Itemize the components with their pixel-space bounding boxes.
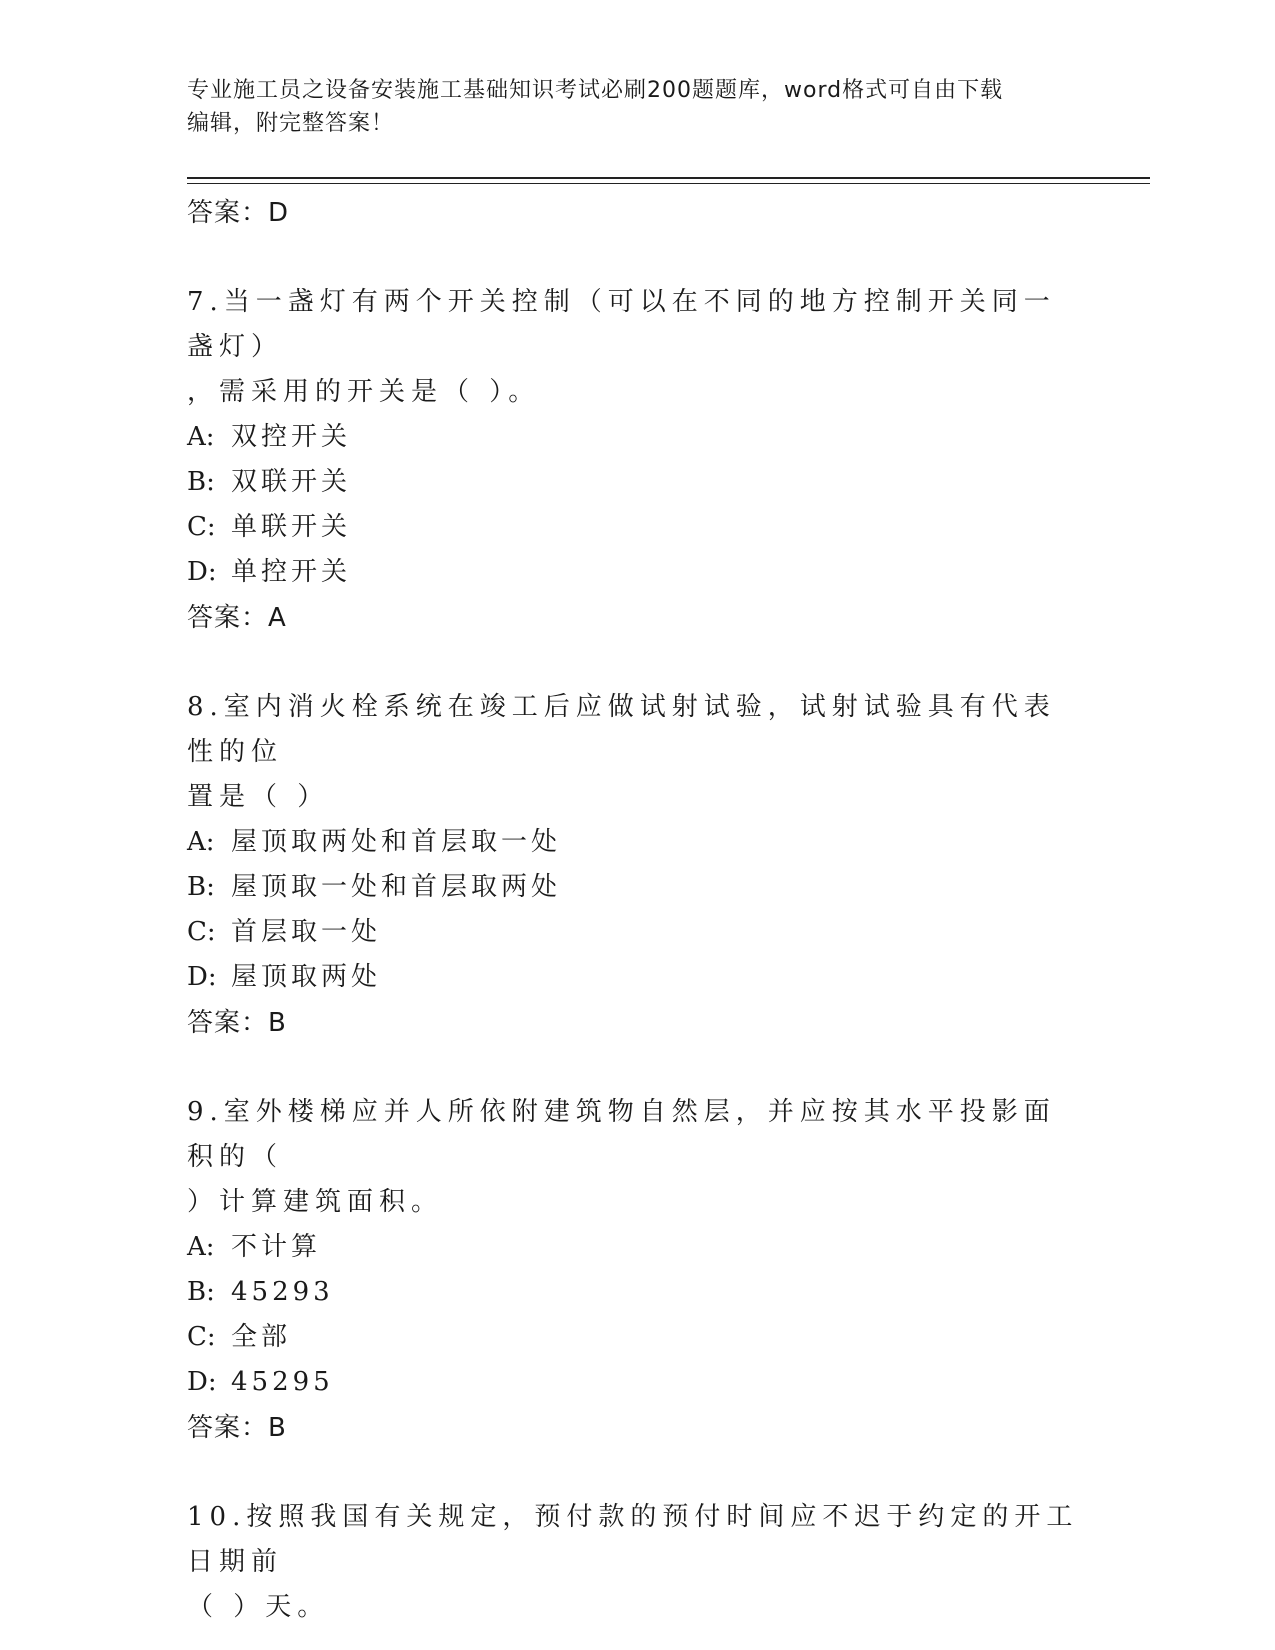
question-text-line: （ ）天。 xyxy=(187,1592,330,1622)
option-a xyxy=(187,1225,1087,1270)
answer-line: 答案：B xyxy=(187,1008,287,1038)
answer-line: 答案：A xyxy=(187,603,287,633)
option-text: 单联开关 xyxy=(231,512,352,542)
question-text xyxy=(187,685,1087,820)
question-text-line: 9.室外楼梯应并人所依附建筑物自然层，并应按其水平投影面积的（ xyxy=(187,1097,1056,1172)
option-key: D: xyxy=(187,557,217,587)
option-key: B: xyxy=(187,1277,215,1307)
option-text: 双联开关 xyxy=(231,467,352,497)
option-text: 全部 xyxy=(231,1322,292,1352)
question-text-line: 8.室内消火栓系统在竣工后应做试射试验，试射试验具有代表性的位 xyxy=(187,692,1056,767)
option-text: 屋顶取一处和首层取两处 xyxy=(231,872,562,902)
option-c xyxy=(187,1315,1087,1360)
option-key: A: xyxy=(187,1232,215,1262)
option-d xyxy=(187,1360,1087,1405)
option-text: 45293 xyxy=(231,1277,334,1307)
question-text xyxy=(187,1090,1087,1225)
option-text: 双控开关 xyxy=(231,422,352,452)
question-text-line: ）计算建筑面积。 xyxy=(187,1187,444,1217)
option-text: 屋顶取两处 xyxy=(231,962,382,992)
header-divider xyxy=(187,177,1150,179)
question-text-line: 7.当一盏灯有两个开关控制（可以在不同的地方控制开关同一盏灯） xyxy=(187,287,1056,362)
option-text: 45295 xyxy=(231,1367,334,1397)
header-line-2: 编辑，附完整答案！ xyxy=(187,111,395,136)
question-block xyxy=(187,1495,1087,1630)
question-text-line: 10.按照我国有关规定，预付款的预付时间应不迟于约定的开工日期前 xyxy=(187,1502,1079,1577)
option-d xyxy=(187,550,1087,595)
option-text: 屋顶取两处和首层取一处 xyxy=(231,827,562,857)
option-key: A: xyxy=(187,827,215,857)
option-text: 不计算 xyxy=(231,1232,322,1262)
document-header xyxy=(187,74,1087,140)
question-block xyxy=(187,280,1087,641)
option-d xyxy=(187,955,1087,1000)
option-text: 单控开关 xyxy=(231,557,352,587)
question-list xyxy=(187,190,1087,1630)
option-key: D: xyxy=(187,962,217,992)
answer-line: 答案：D xyxy=(187,198,290,228)
question-text-line: ，需采用的开关是（ ）。 xyxy=(187,377,541,407)
question-text xyxy=(187,280,1087,415)
question-text xyxy=(187,1495,1087,1630)
header-divider-thin xyxy=(187,183,1150,184)
option-key: B: xyxy=(187,872,215,902)
option-key: D: xyxy=(187,1367,217,1397)
option-key: C: xyxy=(187,917,216,947)
option-b xyxy=(187,1270,1087,1315)
option-key: C: xyxy=(187,512,216,542)
answer-line: 答案：B xyxy=(187,1413,287,1443)
option-a xyxy=(187,820,1087,865)
header-line-1: 专业施工员之设备安装施工基础知识考试必刷200题题库，word格式可自由下载 xyxy=(187,78,1004,103)
option-b xyxy=(187,865,1087,910)
option-text: 首层取一处 xyxy=(231,917,382,947)
option-a xyxy=(187,415,1087,460)
option-key: C: xyxy=(187,1322,216,1352)
option-key: A: xyxy=(187,422,215,452)
option-key: B: xyxy=(187,467,215,497)
option-b xyxy=(187,460,1087,505)
question-block xyxy=(187,1090,1087,1451)
option-c xyxy=(187,910,1087,955)
question-block xyxy=(187,685,1087,1046)
question-text-line: 置是（ ） xyxy=(187,782,330,812)
option-c xyxy=(187,505,1087,550)
